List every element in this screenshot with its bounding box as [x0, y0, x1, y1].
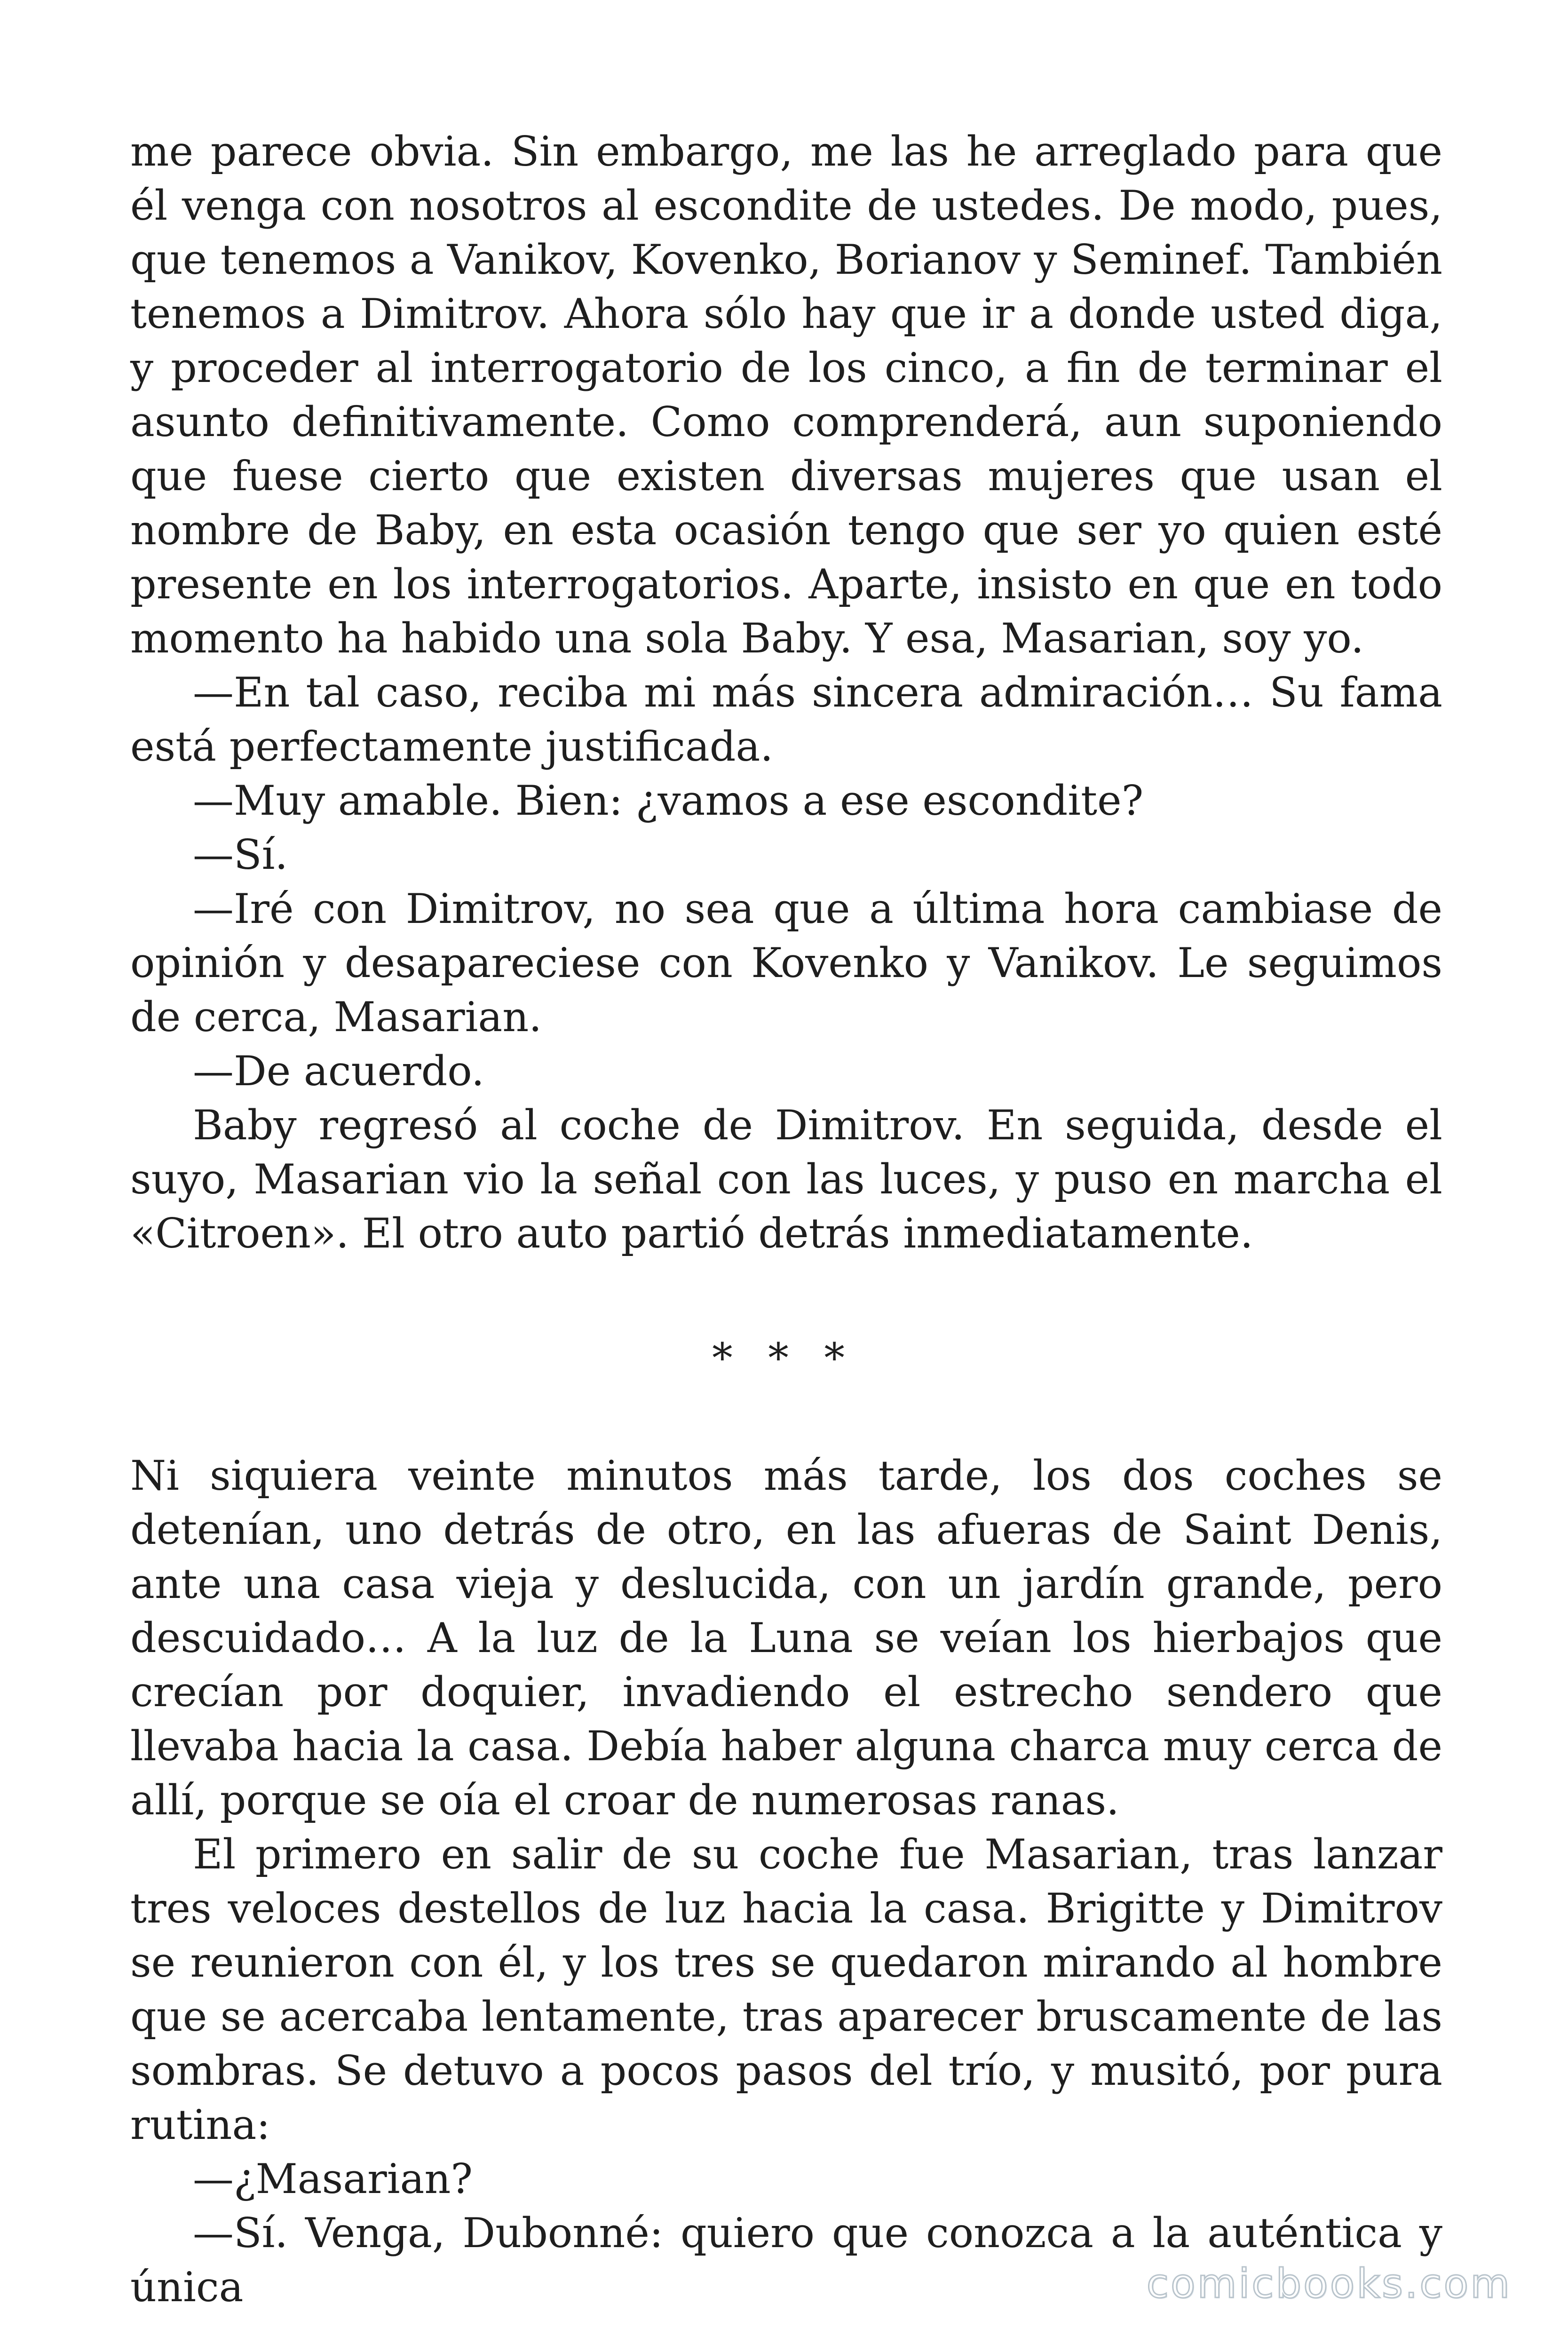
section-separator: * * * [712, 1334, 856, 1382]
paragraph-dialogue: —De acuerdo. [193, 1047, 484, 1095]
paragraph-dialogue: —Sí. [193, 831, 288, 879]
paragraph-dialogue: —Sí. Venga, Dubonné: quiero que conozca a la auténtica y única [130, 2209, 1442, 2311]
paragraph-narration: Ni siquiera veinte minutos más tarde, los dos coches se detenían, uno detrás de otro, en las afueras de Saint Denis, ante una casa vieja y deslucida, con un jardín grande, pero descuidado… A la luz de la Luna se veían los hierbajos que crecían por doquier, invadiendo el estrecho sendero que llevaba hacia la casa. Debía haber alguna charca muy cerca de allí, porque se oía el croar de numerosas ranas. [130, 1452, 1442, 1824]
text-section-1 [130, 125, 1442, 1261]
paragraph-dialogue: —Muy amable. Bien: ¿vamos a ese escondite? [193, 777, 1144, 825]
watermark-logo: comicbooks.com [1146, 2260, 1512, 2307]
paragraph-dialogue: —¿Masarian? [193, 2155, 473, 2203]
text-section-2 [130, 1449, 1442, 2314]
paragraph-narration: El primero en salir de su coche fue Masarian, tras lanzar tres veloces destellos de luz hacia la casa. Brigitte y Dimitrov se reunieron con él, y los tres se quedaron mirando al hombre que se acercaba lentamente, tras aparecer bruscamente de las sombras. Se detuvo a pocos pasos del trío, y musitó, por pura rutina: [130, 1830, 1442, 2149]
paragraph-continuation: me parece obvia. Sin embargo, me las he arreglado para que él venga con nosotros al escondite de ustedes. De modo, pues, que tenemos a Vanikov, Kovenko, Borianov y Seminef. También tenemos a Dimitrov. Ahora sólo hay que ir a donde usted diga, y proceder al interrogatorio de los cinco, a fin de terminar el asunto definitivamente. Como comprenderá, aun suponiendo que fuese cierto que existen diversas mujeres que usan el nombre de Baby, en esta ocasión tengo que ser yo quien esté presente en los interrogatorios. Aparte, insisto en que en todo momento ha habido una sola Baby. Y esa, Masarian, soy yo. [130, 127, 1442, 662]
paragraph-narration: Baby regresó al coche de Dimitrov. En seguida, desde el suyo, Masarian vio la señal con las luces, y puso en marcha el «Citroen». El otro auto partió detrás inmediatamente. [130, 1101, 1442, 1257]
paragraph-dialogue: —Iré con Dimitrov, no sea que a última hora cambiase de opinión y desapareciese con Kovenko y Vanikov. Le seguimos de cerca, Masarian. [130, 885, 1442, 1041]
paragraph-dialogue: —En tal caso, reciba mi más sincera admiración… Su fama está perfectamente justificada. [130, 668, 1442, 771]
